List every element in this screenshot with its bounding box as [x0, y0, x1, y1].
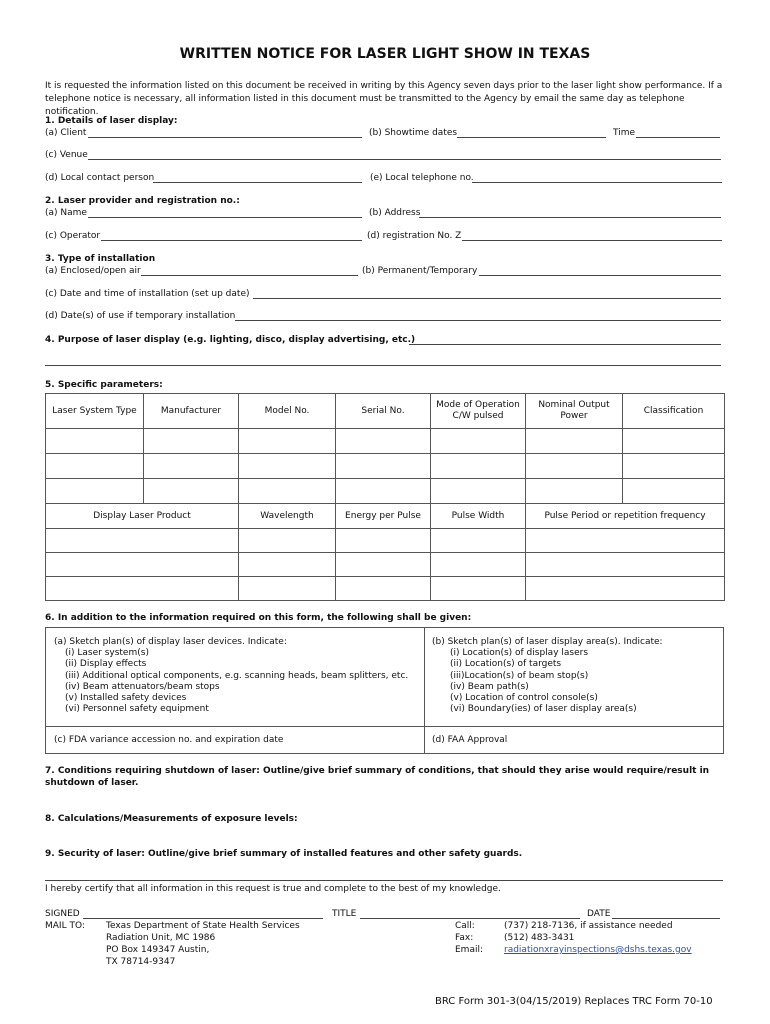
purpose-field-line2[interactable]: [45, 365, 721, 366]
enclosed-label: (a) Enclosed/open air: [45, 266, 141, 276]
faa-approval-box[interactable]: [424, 726, 724, 754]
table-row: [46, 577, 725, 601]
header-wavelength: Wavelength: [239, 504, 336, 529]
table-cell[interactable]: [526, 454, 623, 479]
venue-field[interactable]: [88, 159, 721, 160]
header-display-laser-product: Display Laser Product: [46, 504, 239, 529]
faa-approval-label: (d) FAA Approval: [432, 735, 508, 745]
table-cell[interactable]: [431, 454, 526, 479]
table-cell[interactable]: [336, 429, 431, 454]
signed-label: SIGNED: [45, 909, 80, 919]
section7-heading-cont: shutdown of laser.: [45, 778, 139, 788]
table-row: [46, 529, 725, 553]
section3-heading: 3. Type of installation: [45, 254, 156, 264]
address-field[interactable]: [419, 217, 721, 218]
box-b-line: (iv) Beam path(s): [450, 681, 529, 692]
date-field[interactable]: [612, 918, 720, 919]
table-row: [46, 454, 725, 479]
local-contact-field[interactable]: [153, 182, 362, 183]
box-a-line: (i) Laser system(s): [65, 648, 149, 659]
signature-field[interactable]: [83, 918, 323, 919]
permanent-label: (b) Permanent/Temporary: [362, 266, 478, 276]
box-a-line: (iv) Beam attenuators/beam stops: [65, 681, 220, 692]
table-row: [46, 429, 725, 454]
enclosed-field[interactable]: [141, 275, 358, 276]
table-cell[interactable]: [336, 454, 431, 479]
section5-heading: 5. Specific parameters:: [45, 380, 163, 390]
header-pulse-width: Pulse Width: [431, 504, 526, 529]
table-cell[interactable]: [144, 429, 239, 454]
header-laser-system-type: Laser System Type: [46, 394, 144, 429]
section6-heading: 6. In addition to the information required on this form, the following shall be given:: [45, 613, 472, 623]
title-field[interactable]: [360, 918, 580, 919]
use-date-field[interactable]: [235, 320, 721, 321]
table-cell[interactable]: [526, 479, 623, 504]
table-cell[interactable]: [623, 479, 725, 504]
use-date-label: (d) Date(s) of use if temporary installation: [45, 311, 236, 321]
call-value: (737) 218-7136, if assistance needed: [504, 921, 673, 931]
local-phone-field[interactable]: [472, 182, 722, 183]
table-cell[interactable]: [431, 479, 526, 504]
table-cell[interactable]: [239, 553, 336, 577]
table-cell[interactable]: [239, 577, 336, 601]
header-pulse-period: Pulse Period or repetition frequency: [526, 504, 725, 529]
box-b-line: (i) Location(s) of display lasers: [450, 648, 589, 659]
client-field[interactable]: [88, 137, 362, 138]
box-b-line: (v) Location of control console(s): [450, 693, 598, 704]
table-cell[interactable]: [526, 577, 725, 601]
address-line: Texas Department of State Health Services: [106, 921, 300, 931]
install-date-label: (c) Date and time of installation (set up date): [45, 289, 250, 299]
email-link[interactable]: radiationxrayinspections@dshs.texas.gov: [504, 945, 692, 955]
fda-variance-box[interactable]: [45, 726, 425, 754]
form-title: WRITTEN NOTICE FOR LASER LIGHT SHOW IN TEXAS: [179, 46, 591, 62]
table-cell[interactable]: [46, 529, 239, 553]
table-cell[interactable]: [46, 429, 144, 454]
permanent-field[interactable]: [479, 275, 721, 276]
header-energy-per-pulse: Energy per Pulse: [336, 504, 431, 529]
section9-heading: 9. Security of laser: Outline/give brief summary of installed features and other safety guards.: [45, 849, 523, 859]
showtime-label: (b) Showtime dates: [369, 128, 458, 138]
table-cell[interactable]: [239, 529, 336, 553]
sketch-area-box[interactable]: [424, 627, 724, 727]
table-cell[interactable]: [431, 529, 526, 553]
mail-to-label: MAIL TO:: [45, 921, 85, 931]
sketch-devices-box[interactable]: [45, 627, 425, 727]
email-label: Email:: [455, 945, 484, 955]
fda-variance-label: (c) FDA variance accession no. and expiration date: [54, 735, 284, 745]
table-cell[interactable]: [46, 577, 239, 601]
table-cell[interactable]: [431, 429, 526, 454]
table-cell[interactable]: [46, 479, 144, 504]
header-serial-no: Serial No.: [336, 394, 431, 429]
registration-field[interactable]: [462, 240, 722, 241]
header-manufacturer: Manufacturer: [144, 394, 239, 429]
box-a-line: (a) Sketch plan(s) of display laser devices. Indicate:: [54, 637, 287, 647]
header-nominal-output-power: Nominal Output Power: [526, 394, 623, 429]
operator-field[interactable]: [101, 240, 362, 241]
name-label: (a) Name: [45, 208, 87, 218]
header-mode-of-operation: Mode of Operation C/W pulsed: [431, 394, 526, 429]
address-line: PO Box 149347 Austin,: [106, 945, 210, 955]
name-field[interactable]: [88, 217, 362, 218]
registration-label: (d) registration No. Z: [367, 231, 462, 241]
table-cell[interactable]: [144, 479, 239, 504]
box-a-line: (vi) Personnel safety equipment: [65, 704, 209, 715]
intro-text: It is requested the information listed on this document be received in writing by this Agency seven days prior to the laser light show performance. If a telephone notice is necessary, all information listed in this document must be transmitted to the Agency by email the same day as telephone notification.: [45, 81, 723, 117]
table-cell[interactable]: [336, 577, 431, 601]
form-footer: BRC Form 301-3(04/15/2019) Replaces TRC Form 70-10: [435, 996, 713, 1007]
time-label: Time: [613, 128, 636, 138]
date-label: DATE: [587, 909, 611, 919]
section4-heading: 4. Purpose of laser display (e.g. lighting, disco, display advertising, etc.): [45, 335, 416, 345]
table-cell[interactable]: [144, 454, 239, 479]
time-field[interactable]: [636, 137, 720, 138]
box-a-line: (ii) Display effects: [65, 659, 147, 670]
table-cell[interactable]: [46, 454, 144, 479]
venue-label: (c) Venue: [45, 150, 88, 160]
fax-label: Fax:: [455, 933, 474, 943]
table-cell[interactable]: [526, 429, 623, 454]
section9-field[interactable]: [45, 880, 723, 881]
section7-heading: 7. Conditions requiring shutdown of laser: Outline/give brief summary of conditions, that should they arise would require/result in: [45, 766, 710, 776]
table-cell[interactable]: [336, 479, 431, 504]
parameters-table-2: [45, 503, 725, 601]
table-cell[interactable]: [239, 454, 336, 479]
box-b-line: (ii) Location(s) of targets: [450, 659, 562, 670]
table-cell[interactable]: [623, 429, 725, 454]
table-cell[interactable]: [623, 454, 725, 479]
table-cell[interactable]: [46, 553, 239, 577]
address-line: Radiation Unit, MC 1986: [106, 933, 216, 943]
showtime-field[interactable]: [457, 137, 606, 138]
table-cell[interactable]: [431, 577, 526, 601]
address-line: TX 78714-9347: [106, 957, 176, 967]
section2-heading: 2. Laser provider and registration no.:: [45, 196, 240, 206]
header-classification: Classification: [623, 394, 725, 429]
box-a-line: (iii) Additional optical components, e.g. scanning heads, beam splitters, etc.: [65, 670, 409, 681]
local-phone-label: (e) Local telephone no.: [370, 173, 474, 183]
client-label: (a) Client: [45, 128, 87, 138]
parameters-table-1: [45, 393, 725, 504]
fax-value: (512) 483-3431: [504, 933, 575, 943]
operator-label: (c) Operator: [45, 231, 101, 241]
certify-text: I hereby certify that all information in this request is true and complete to the best of my knowledge.: [45, 884, 501, 894]
address-label: (b) Address: [369, 208, 421, 218]
table-cell[interactable]: [239, 429, 336, 454]
table-row: [46, 479, 725, 504]
call-label: Call:: [455, 921, 475, 931]
table-cell[interactable]: [336, 553, 431, 577]
box-b-line: (vi) Boundary(ies) of laser display area(s): [450, 704, 637, 715]
install-date-field[interactable]: [253, 298, 721, 299]
box-a-line: (v) Installed safety devices: [65, 693, 187, 704]
table-cell[interactable]: [336, 529, 431, 553]
header-model-no: Model No.: [239, 394, 336, 429]
local-contact-label: (d) Local contact person: [45, 173, 155, 183]
box-b-line: (b) Sketch plan(s) of laser display area(s). Indicate:: [432, 637, 663, 647]
purpose-field[interactable]: [409, 344, 721, 345]
section8-heading: 8. Calculations/Measurements of exposure levels:: [45, 814, 298, 824]
table-cell[interactable]: [526, 529, 725, 553]
table-cell[interactable]: [239, 479, 336, 504]
section1-heading: 1. Details of laser display:: [45, 116, 178, 126]
title-label: TITLE: [332, 909, 357, 919]
box-b-line: (iii)Location(s) of beam stop(s): [450, 670, 589, 681]
table-cell[interactable]: [431, 553, 526, 577]
table-row: [46, 553, 725, 577]
table-cell[interactable]: [526, 553, 725, 577]
